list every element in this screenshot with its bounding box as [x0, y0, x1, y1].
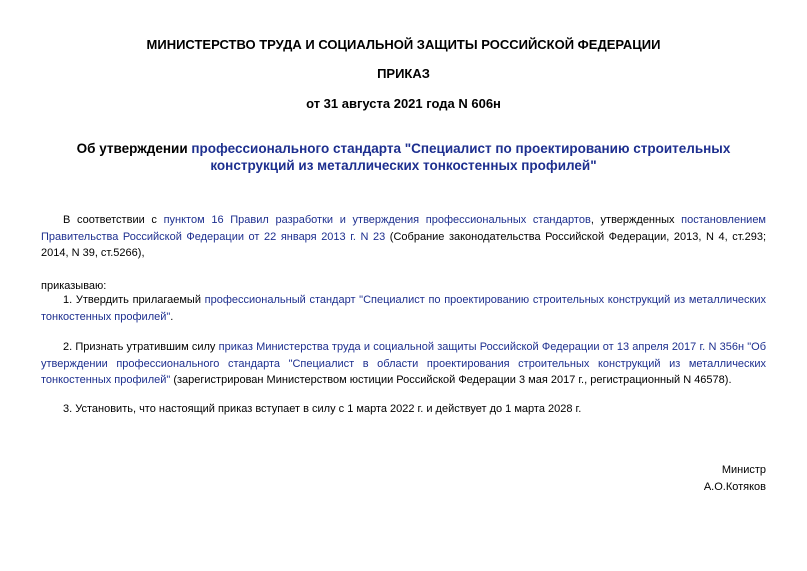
rules-point-16-link[interactable]: пунктом 16 Правил разработки и утверждения профессиональных стандартов [163, 214, 591, 226]
ministry-heading: МИНИСТЕРСТВО ТРУДА И СОЦИАЛЬНОЙ ЗАЩИТЫ РОССИЙСКОЙ ФЕДЕРАЦИИ [146, 37, 661, 52]
document-title [0, 140, 807, 174]
document-date-number: от 31 августа 2021 года N 606н [306, 96, 501, 111]
signatory-position: Министр [721, 464, 766, 476]
signature-block [704, 462, 766, 495]
title-prefix: Об утверждении [76, 141, 192, 156]
order-word: приказываю: [41, 280, 107, 292]
item1-text-1: 1. Утвердить прилагаемый [63, 294, 205, 306]
repealed-order-link[interactable]: приказ Министерства труда и социальной защиты Российской Федерации от 13 апреля 2017 г. N 356н "Об утверждении профессионального стандарта "Специалист в области проектирования строительных конструкций из металлических тонкостенных профилей" [41, 341, 767, 386]
signatory-name: А.О.Котяков [703, 480, 766, 493]
order-item-3: 3. Установить, что настоящий приказ вступает в силу с 1 марта 2022 г. и действует до 1 марта 2028 г. [63, 403, 582, 415]
title-standard-link[interactable]: профессионального стандарта "Специалист по проектированию строительных [191, 141, 731, 156]
title-standard-link-continued[interactable]: конструкций из металлических тонкостенных профилей" [210, 158, 597, 173]
intro-text-3: (Собрание законодательства Российской Федерации, 2013, N 4, ст.293; 2014, N 39, ст.5266), [41, 230, 766, 259]
document-type-heading: ПРИКАЗ [377, 66, 430, 81]
government-resolution-link[interactable]: постановлением Правительства Российской Федерации от 22 января 2013 г. N 23 [41, 214, 766, 243]
intro-paragraph [41, 212, 766, 262]
intro-text-2: , утвержденных [590, 214, 682, 226]
order-item-2 [41, 339, 766, 389]
item2-text-1: 2. Признать утратившим силу [63, 341, 219, 353]
item2-text-2: (зарегистрирован Министерством юстиции Российской Федерации 3 мая 2017 г., регистрационный N 46578). [170, 374, 732, 386]
item1-text-2: . [170, 310, 174, 323]
order-item-1 [41, 292, 766, 325]
intro-text-1: В соответствии с [63, 214, 164, 226]
professional-standard-link[interactable]: профессиональный стандарт "Специалист по проектированию строительных конструкций из металлических тонкостенных профилей" [41, 294, 767, 323]
